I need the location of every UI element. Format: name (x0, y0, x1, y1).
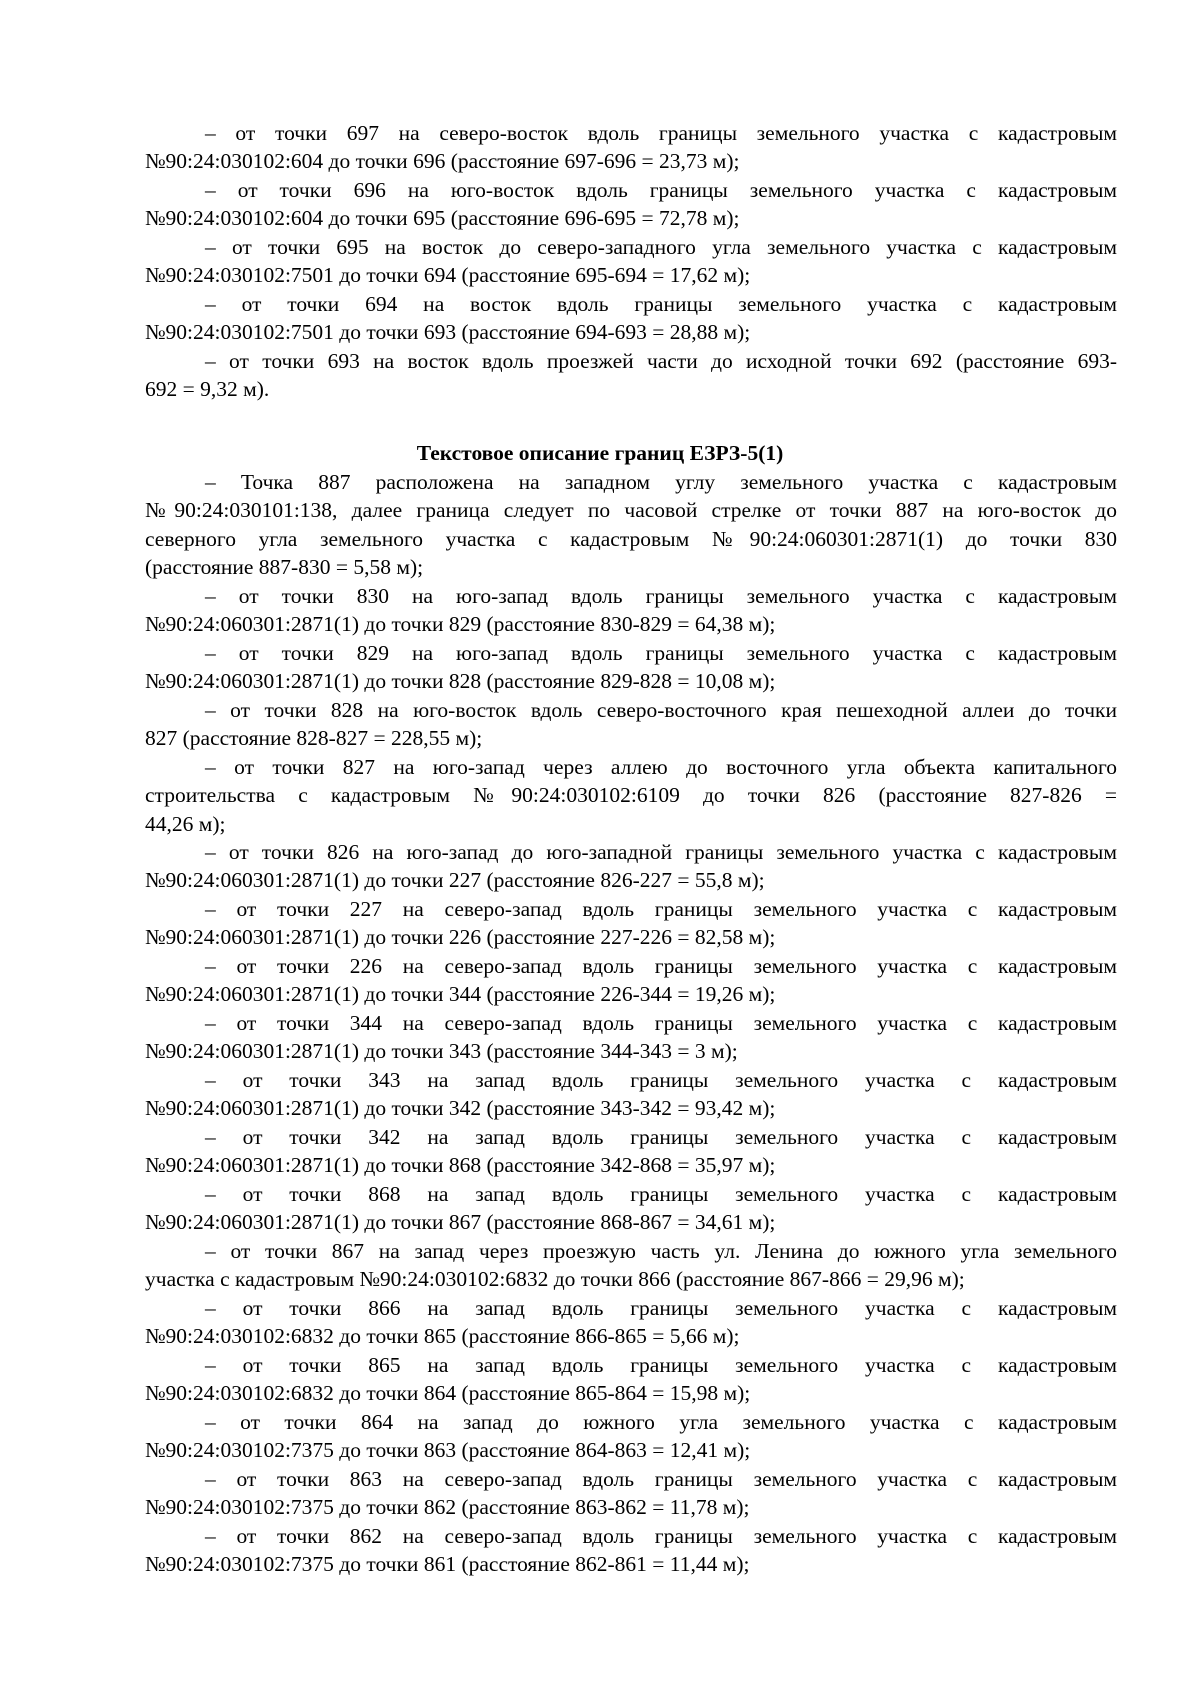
paragraph-line: №90:24:060301:2871(1) до точки 828 (расстояние 829-828 = 10,08 м); (145, 669, 776, 694)
paragraph-line: строительства с кадастровым №90:24:030102:6109 до точки 826 (расстояние 827-826 = (145, 783, 1117, 808)
paragraph-line: №90:24:030102:604 до точки 696 (расстояние 697-696 = 23,73 м); (145, 149, 740, 174)
paragraph-line: – от точки 867 на запад через проезжую часть ул. Ленина до южного угла земельного (205, 1239, 1117, 1263)
paragraph-line: №90:24:060301:2871(1) до точки 868 (расстояние 342-868 = 35,97 м); (145, 1153, 776, 1178)
paragraph-line: – от точки 342 на запад вдоль границы земельного участка с кадастровым (205, 1125, 1117, 1149)
paragraph-line: – от точки 864 на запад до южного угла земельного участка с кадастровым (205, 1410, 1117, 1434)
paragraph-line: – от точки 693 на восток вдоль проезжей части до исходной точки 692 (расстояние 693- (205, 349, 1117, 373)
paragraph-line: – от точки 697 на северо-восток вдоль границы земельного участка с кадастровым (205, 121, 1117, 145)
paragraph-line: – от точки 862 на северо-запад вдоль границы земельного участка с кадастровым (205, 1524, 1117, 1548)
paragraph-line: №90:24:060301:2871(1) до точки 343 (расстояние 344-343 = 3 м); (145, 1039, 738, 1064)
paragraph-line: (расстояние 887-830 = 5,58 м); (145, 554, 424, 579)
paragraph-line: северного угла земельного участка с кадастровым №90:24:060301:2871(1) до точки 830 (145, 526, 1117, 551)
paragraph-line: – от точки 868 на запад вдоль границы земельного участка с кадастровым (205, 1182, 1117, 1206)
paragraph-line: – от точки 695 на восток до северо-западного угла земельного участка с кадастровым (205, 235, 1117, 259)
paragraph-line: №90:24:030101:138, далее граница следует по часовой стрелке от точки 887 на юго-восток до (145, 498, 1117, 523)
paragraph-line: №90:24:060301:2871(1) до точки 867 (расстояние 868-867 = 34,61 м); (145, 1210, 776, 1235)
paragraph-line: – от точки 696 на юго-восток вдоль границы земельного участка с кадастровым (205, 178, 1117, 202)
paragraph-line: №90:24:060301:2871(1) до точки 829 (расстояние 830-829 = 64,38 м); (145, 612, 776, 637)
paragraph-line: №90:24:060301:2871(1) до точки 227 (расстояние 826-227 = 55,8 м); (145, 868, 765, 893)
paragraph-line: №90:24:060301:2871(1) до точки 344 (расстояние 226-344 = 19,26 м); (145, 982, 776, 1007)
paragraph-line: №90:24:030102:7501 до точки 693 (расстояние 694-693 = 28,88 м); (145, 320, 751, 345)
paragraph-line: №90:24:060301:2871(1) до точки 226 (расстояние 227-226 = 82,58 м); (145, 925, 776, 950)
paragraph-line: – от точки 830 на юго-запад вдоль границы земельного участка с кадастровым (205, 584, 1117, 608)
paragraph-line: – от точки 227 на северо-запад вдоль границы земельного участка с кадастровым (205, 897, 1117, 921)
section-heading: Текстовое описание границ ЕЗРЗ-5(1) (416, 441, 784, 465)
paragraph-line: – от точки 829 на юго-запад вдоль границы земельного участка с кадастровым (205, 641, 1117, 665)
paragraph-line: участка с кадастровым №90:24:030102:6832 до точки 866 (расстояние 867-866 = 29,96 м); (145, 1267, 965, 1292)
paragraph-line: – от точки 226 на северо-запад вдоль границы земельного участка с кадастровым (205, 954, 1117, 978)
paragraph-line: 692 = 9,32 м). (145, 377, 270, 402)
paragraph-line: – от точки 828 на юго-восток вдоль северо-восточного края пешеходной аллеи до точки (205, 698, 1117, 722)
paragraph-line: – от точки 866 на запад вдоль границы земельного участка с кадастровым (205, 1296, 1117, 1320)
paragraph-line: – от точки 863 на северо-запад вдоль границы земельного участка с кадастровым (205, 1467, 1117, 1491)
paragraph-line: – от точки 827 на юго-запад через аллею до восточного угла объекта капитального (205, 755, 1117, 779)
paragraph-line: №90:24:030102:604 до точки 695 (расстояние 696-695 = 72,78 м); (145, 206, 740, 231)
paragraph-line: – от точки 865 на запад вдоль границы земельного участка с кадастровым (205, 1353, 1117, 1377)
paragraph-line: №90:24:030102:6832 до точки 865 (расстояние 866-865 = 5,66 м); (145, 1324, 740, 1349)
paragraph-line: 827 (расстояние 828-827 = 228,55 м); (145, 726, 483, 751)
paragraph-line: №90:24:030102:7375 до точки 862 (расстояние 863-862 = 11,78 м); (145, 1495, 750, 1520)
paragraph-line: – Точка 887 расположена на западном углу земельного участка с кадастровым (205, 470, 1117, 494)
paragraph-line: – от точки 826 на юго-запад до юго-западной границы земельного участка с кадастровым (205, 840, 1117, 864)
paragraph-line: №90:24:030102:7375 до точки 861 (расстояние 862-861 = 11,44 м); (145, 1552, 750, 1577)
paragraph-line: №90:24:030102:7375 до точки 863 (расстояние 864-863 = 12,41 м); (145, 1438, 751, 1463)
paragraph-line: – от точки 694 на восток вдоль границы земельного участка с кадастровым (205, 292, 1117, 316)
paragraph-line: – от точки 344 на северо-запад вдоль границы земельного участка с кадастровым (205, 1011, 1117, 1035)
paragraph-line: №90:24:030102:6832 до точки 864 (расстояние 865-864 = 15,98 м); (145, 1381, 751, 1406)
paragraph-line: №90:24:060301:2871(1) до точки 342 (расстояние 343-342 = 93,42 м); (145, 1096, 776, 1121)
paragraph-line: №90:24:030102:7501 до точки 694 (расстояние 695-694 = 17,62 м); (145, 263, 751, 288)
paragraph-line: 44,26 м); (145, 811, 226, 836)
paragraph-line: – от точки 343 на запад вдоль границы земельного участка с кадастровым (205, 1068, 1117, 1092)
